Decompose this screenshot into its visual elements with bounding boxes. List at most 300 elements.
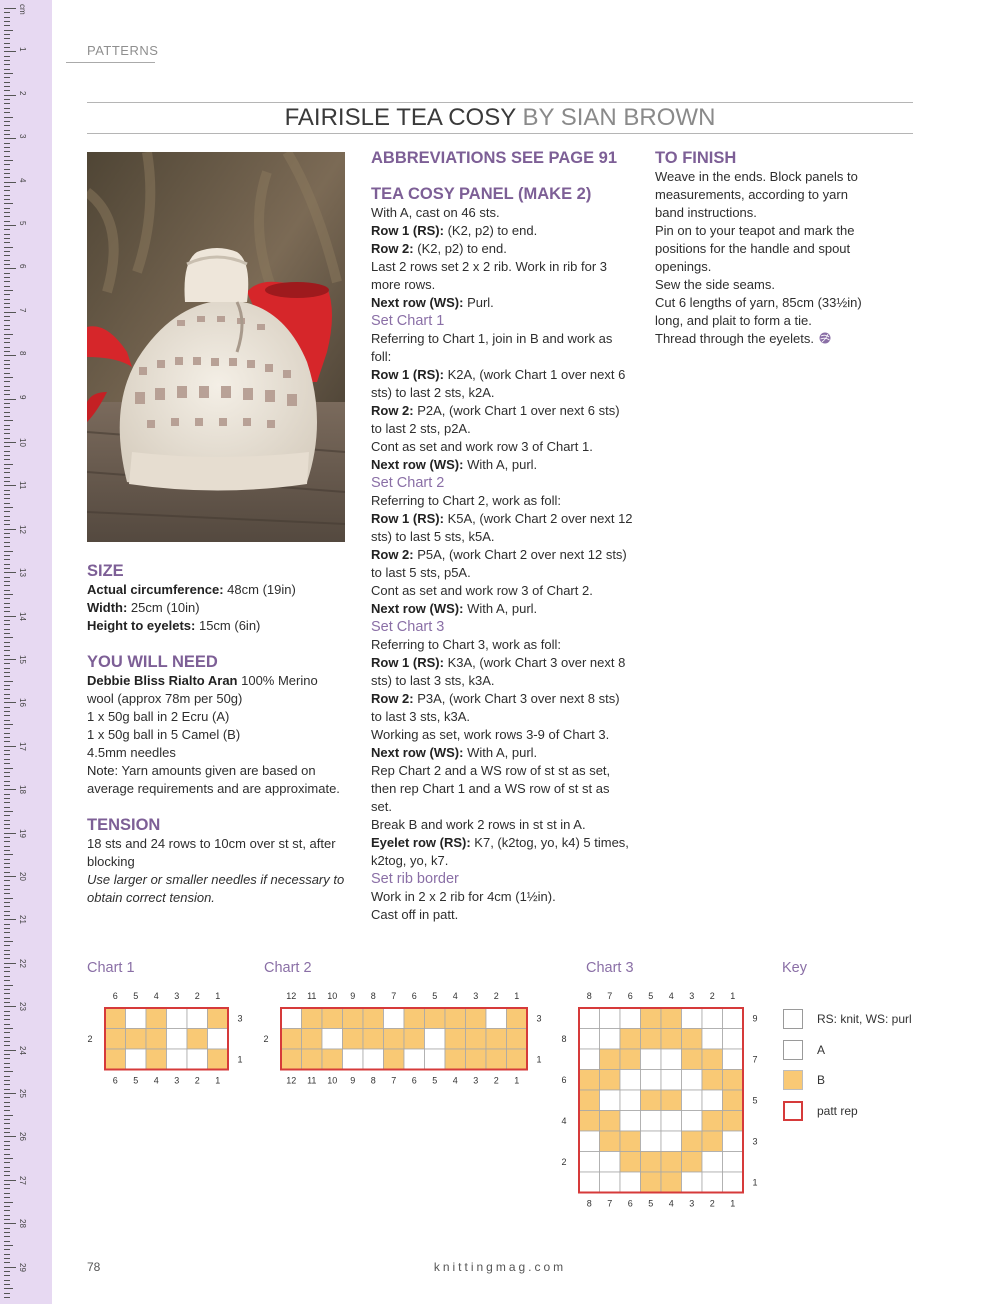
chart-cell-b [620, 1131, 641, 1152]
ruler-tick [4, 503, 10, 504]
ruler-tick [4, 794, 10, 795]
chart-cell-a [322, 1029, 343, 1050]
ruler-tick [4, 268, 16, 269]
instruction-text: Cast off in patt. [371, 907, 459, 922]
instruction-row [371, 402, 633, 438]
instruction-row [371, 510, 633, 546]
ruler-tick [4, 412, 10, 413]
key-swatch-white [783, 1040, 803, 1060]
row-label: Row 1 (RS): [371, 367, 444, 382]
pattern-repeat-border [105, 1008, 228, 1070]
chart-cell-b [281, 1049, 302, 1070]
title-author: BY SIAN BROWN [522, 104, 716, 131]
ruler-tick [4, 694, 10, 695]
column-label-top: 11 [307, 991, 317, 1001]
chart-cell-a [661, 1049, 682, 1070]
chart-cell-a [702, 1172, 723, 1193]
chart-cell-b [302, 1008, 323, 1029]
ruler-tick [4, 537, 10, 538]
chart-cell-a [579, 1029, 600, 1050]
ruler-label: 10 [18, 438, 27, 447]
ruler-tick [4, 1162, 10, 1163]
row-label-right: 1 [752, 1177, 758, 1188]
column-label-bottom: 4 [668, 1198, 674, 1209]
ruler-tick [4, 846, 10, 847]
ruler-tick [4, 1232, 10, 1233]
ruler-tick [4, 876, 16, 877]
size-list [87, 581, 347, 635]
ruler-tick [4, 25, 10, 26]
instruction-text: Referring to Chart 1, join in B and work as foll: [371, 331, 613, 364]
ruler-tick [4, 164, 10, 165]
ruler-tick [4, 433, 10, 434]
chart-cell-b [445, 1049, 466, 1070]
chart-cell-a [343, 1049, 364, 1070]
ruler-tick [4, 130, 10, 131]
ruler-tick [4, 689, 10, 690]
ruler-tick [4, 1002, 10, 1003]
chart-cell-a [579, 1172, 600, 1193]
chart-cell-b [507, 1008, 528, 1029]
row-label: Row 2: [371, 547, 414, 562]
ruler-tick [4, 307, 10, 308]
ruler-tick [4, 1171, 10, 1172]
ruler-tick [4, 394, 10, 395]
column-label-top: 10 [327, 991, 338, 1001]
ruler-tick [4, 833, 16, 834]
right-column [655, 148, 880, 348]
row-text: P5A, (work Chart 2 over next 12 sts) to last 5 sts, p5A. [371, 547, 627, 580]
chart-cell-b [404, 1008, 425, 1029]
chart-cell-a [641, 1049, 662, 1070]
ruler-tick [4, 438, 10, 439]
ruler-tick [4, 577, 10, 578]
ruler-tick [4, 724, 13, 725]
ruler-tick [4, 802, 10, 803]
column-label-top: 5 [648, 991, 654, 1001]
ruler-tick [4, 138, 16, 139]
chart-cell-a [486, 1008, 507, 1029]
ruler-tick [4, 30, 13, 31]
ruler-tick [4, 1297, 10, 1298]
ruler-tick [4, 1167, 10, 1168]
ruler-tick [4, 1184, 10, 1185]
ruler-label: 1 [18, 47, 27, 52]
ruler-tick [4, 529, 16, 530]
instruction-row [371, 456, 633, 474]
ruler-tick [4, 1275, 10, 1276]
ruler-tick [4, 334, 13, 335]
chart-cell-b [600, 1111, 621, 1132]
row-label-right: 1 [237, 1054, 243, 1065]
column-label-top: 4 [668, 991, 674, 1001]
material-line: 1 x 50g ball in 5 Camel (B) [87, 727, 241, 742]
ruler-tick [4, 294, 10, 295]
column-label-top: 12 [286, 991, 297, 1001]
chart-cell-b [507, 1029, 528, 1050]
ruler-tick [4, 915, 10, 916]
yarn-name: Debbie Bliss Rialto Aran [87, 673, 238, 688]
chart-cell-b [445, 1008, 466, 1029]
ruler-tick [4, 34, 10, 35]
ruler-label: 5 [18, 221, 27, 226]
column-label-top: 3 [473, 991, 479, 1001]
column-label-bottom: 7 [607, 1198, 613, 1209]
chart-cell-b [208, 1008, 229, 1029]
middle-column [371, 148, 633, 924]
ruler-tick [4, 1280, 10, 1281]
column-label-top: 2 [493, 991, 499, 1001]
ruler-tick [4, 789, 16, 790]
ruler-tick [4, 425, 10, 426]
chart-cell-a [600, 1029, 621, 1050]
ruler-tick [4, 859, 10, 860]
column-label-top: 9 [350, 991, 356, 1001]
ruler-tick [4, 442, 16, 443]
ruler-tick [4, 967, 10, 968]
ruler-tick [4, 607, 10, 608]
instruction-text: Referring to Chart 2, work as foll: [371, 493, 562, 508]
ruler-tick [4, 464, 13, 465]
ruler-tick [4, 551, 13, 552]
panel-heading: TEA COSY PANEL (MAKE 2) [371, 185, 592, 203]
ruler-tick [4, 867, 10, 868]
ruler-tick [4, 980, 10, 981]
yarn-desc: 100% Merino wool (approx 78m per 50g) [87, 673, 318, 706]
ruler-tick [4, 516, 10, 517]
chart-cell-a [363, 1049, 384, 1070]
row-label: Row 1 (RS): [371, 223, 444, 238]
chart-cell-a [682, 1111, 703, 1132]
column-label-top: 8 [370, 991, 376, 1001]
ruler-tick [4, 112, 10, 113]
column-label-bottom: 8 [586, 1198, 592, 1209]
ruler-tick [4, 429, 10, 430]
finish-instructions [655, 168, 880, 348]
chart-cell-b [281, 1029, 302, 1050]
ruler-tick [4, 494, 10, 495]
ruler-tick [4, 56, 10, 57]
pattern-title [87, 104, 913, 132]
row-label-left: 8 [561, 1033, 567, 1044]
ruler-label: cm [18, 4, 27, 15]
ruler-tick [4, 998, 10, 999]
ruler-tick [4, 564, 10, 565]
chart-cell-b [620, 1152, 641, 1173]
chart3-label: Chart 3 [586, 960, 634, 976]
chart-cell-a [208, 1029, 229, 1050]
ruler-label: 7 [18, 307, 27, 313]
ruler-tick [4, 38, 10, 39]
ruler-tick [4, 151, 10, 152]
ruler-tick [4, 208, 10, 209]
ruler-tick [4, 954, 10, 955]
ruler-label: 28 [18, 1219, 27, 1229]
ruler-tick [4, 485, 16, 486]
column-label-bottom: 3 [689, 1198, 695, 1209]
ruler-tick [4, 646, 10, 647]
ruler-tick [4, 854, 13, 855]
chart-cell-a [404, 1049, 425, 1070]
ruler-label: 29 [18, 1262, 27, 1272]
ruler-tick [4, 581, 10, 582]
row-label-right: 7 [752, 1054, 758, 1065]
ruler-tick [4, 229, 10, 230]
column-label-bottom: 6 [411, 1075, 417, 1086]
ruler-label: 22 [18, 958, 27, 968]
ruler-label: 21 [18, 915, 27, 925]
instruction-text: Break B and work 2 rows in st st in A. [371, 817, 586, 832]
chart-cell-b [661, 1029, 682, 1050]
ruler-tick [4, 121, 10, 122]
chart-cell-b [105, 1008, 126, 1029]
column-label-bottom: 2 [493, 1075, 499, 1086]
ruler-tick [4, 993, 10, 994]
ruler-tick [4, 872, 10, 873]
chart-cell-a [425, 1029, 446, 1050]
instruction-text: Cont as set and work row 3 of Chart 1. [371, 439, 593, 454]
column-label-top: 6 [627, 991, 633, 1001]
ruler-tick [4, 251, 10, 252]
chart-cell-b [384, 1049, 405, 1070]
ruler-tick [4, 1223, 16, 1224]
subsection-heading: Set rib border [371, 871, 459, 887]
ruler-tick [4, 919, 16, 920]
column-label-top: 4 [153, 991, 159, 1001]
ruler-tick [4, 381, 10, 382]
ruler-tick [4, 1080, 10, 1081]
ruler-tick [4, 971, 10, 972]
ruler-tick [4, 624, 10, 625]
size-row [87, 581, 347, 599]
row-label-right: 9 [752, 1013, 758, 1024]
ruler-tick [4, 368, 10, 369]
ruler-tick [4, 199, 10, 200]
row-label-left: 6 [561, 1074, 567, 1085]
yarn-line [87, 672, 347, 708]
row-label-left: 2 [87, 1033, 93, 1044]
finish-line [655, 168, 880, 222]
chart-cell-a [579, 1008, 600, 1029]
chart-cell-a [723, 1029, 744, 1050]
ruler-tick [4, 386, 10, 387]
ruler-tick [4, 1284, 10, 1285]
chart-cell-b [404, 1029, 425, 1050]
ruler-tick [4, 290, 13, 291]
ruler-tick [4, 125, 10, 126]
ruler-label: 11 [18, 481, 27, 490]
ruler-tick [4, 1106, 10, 1107]
column-label-bottom: 6 [627, 1198, 633, 1209]
ruler-tick [4, 1063, 10, 1064]
ruler-tick [4, 242, 10, 243]
ruler-label: 9 [18, 394, 27, 400]
ruler-tick [4, 1089, 10, 1090]
ruler-tick [4, 459, 10, 460]
column-label-bottom: 10 [327, 1075, 338, 1086]
ruler-tick [4, 320, 10, 321]
ruler-tick [4, 21, 10, 22]
ruler-tick [4, 103, 10, 104]
row-label-right: 3 [536, 1013, 542, 1024]
ruler-tick [4, 889, 10, 890]
ruler-tick [4, 511, 10, 512]
ruler-tick [4, 585, 10, 586]
size-row [87, 617, 347, 635]
chart-cell-b [343, 1029, 364, 1050]
ruler-tick [4, 451, 10, 452]
ruler-tick [4, 941, 13, 942]
ruler-tick [4, 898, 13, 899]
ruler-tick [4, 772, 10, 773]
ruler-label: 15 [18, 655, 27, 664]
ruler-tick [4, 1236, 10, 1237]
chart-cell-a [620, 1008, 641, 1029]
chart-cell-a [620, 1070, 641, 1091]
chart-cell-b [661, 1090, 682, 1111]
column-label-top: 5 [432, 991, 438, 1001]
chart-cell-b [641, 1029, 662, 1050]
row-text: With A, purl. [463, 745, 538, 760]
ruler-label: 2 [18, 90, 27, 96]
ruler-tick [4, 1245, 13, 1246]
ruler-tick [4, 1228, 10, 1229]
ruler-tick [4, 590, 10, 591]
yarn-ball-icon [814, 331, 831, 346]
ruler-tick [4, 73, 13, 74]
chart-cell-b [146, 1008, 167, 1029]
size-label: Width: [87, 600, 128, 615]
ruler-tick [4, 958, 10, 959]
ruler-tick [4, 863, 10, 864]
ruler-tick [4, 1097, 10, 1098]
ruler-tick [4, 403, 10, 404]
ruler-tick [4, 221, 10, 222]
ruler-tick [4, 698, 10, 699]
material-line: 1 x 50g ball in 2 Ecru (A) [87, 709, 230, 724]
chart-cell-b [661, 1172, 682, 1193]
ruler-tick [4, 985, 13, 986]
chart-cell-b [723, 1070, 744, 1091]
ruler-tick [4, 637, 13, 638]
chart-cell-a [641, 1111, 662, 1132]
ruler-tick [4, 828, 10, 829]
ruler-tick [4, 169, 10, 170]
column-label-bottom: 5 [133, 1075, 139, 1086]
ruler-tick [4, 1141, 10, 1142]
row-label-left: 2 [263, 1033, 269, 1044]
ruler-tick [4, 1158, 13, 1159]
ruler-tick [4, 750, 10, 751]
ruler-tick [4, 1249, 10, 1250]
chart-cell-b [363, 1029, 384, 1050]
column-label-top: 5 [133, 991, 139, 1001]
chart-cell-b [322, 1008, 343, 1029]
chart-cell-a [384, 1008, 405, 1029]
ruler-tick [4, 247, 13, 248]
tension-note: Use larger or smaller needles if necessary to obtain correct tension. [87, 872, 345, 905]
ruler-label: 20 [18, 872, 27, 881]
chart-cell-b [723, 1090, 744, 1111]
ruler-tick [4, 906, 10, 907]
chart-cell-a [641, 1070, 662, 1091]
chart-cell-a [682, 1172, 703, 1193]
ruler-tick [4, 51, 16, 52]
ruler-tick [4, 533, 10, 534]
row-label: Row 2: [371, 241, 414, 256]
ruler-tick [4, 360, 10, 361]
column-label-bottom: 6 [112, 1075, 118, 1086]
ruler-tick [4, 472, 10, 473]
chart2-label: Chart 2 [264, 960, 312, 976]
column-label-bottom: 11 [307, 1075, 317, 1086]
ruler-tick [4, 1119, 10, 1120]
ruler-tick [4, 1123, 10, 1124]
ruler-tick [4, 416, 10, 417]
chart-cell-b [682, 1029, 703, 1050]
ruler-tick [4, 715, 10, 716]
instruction-row [371, 654, 633, 690]
chart-cell-a [620, 1172, 641, 1193]
ruler-tick [4, 260, 10, 261]
chart-cell-a [600, 1172, 621, 1193]
row-label: Row 1 (RS): [371, 655, 444, 670]
ruler-tick [4, 108, 10, 109]
ruler-tick [4, 1084, 10, 1085]
chart-cell-b [146, 1029, 167, 1050]
chart-cell-a [723, 1152, 744, 1173]
finish-text: Thread through the eyelets. [655, 331, 814, 346]
finish-line [655, 294, 880, 330]
ruler-tick [4, 273, 10, 274]
row-text: K3A, (work Chart 3 over next 8 sts) to last 3 sts, k3A. [371, 655, 626, 688]
size-label: Height to eyelets: [87, 618, 196, 633]
size-value: 48cm (19in) [223, 582, 296, 597]
chart-cell-a [579, 1131, 600, 1152]
ruler-tick [4, 1293, 10, 1294]
chart-cell-a [641, 1131, 662, 1152]
ruler-label: 25 [18, 1089, 27, 1098]
ruler-tick [4, 1219, 10, 1220]
column-label-bottom: 1 [215, 1075, 221, 1086]
row-text: K5A, (work Chart 2 over next 12 sts) to last 5 sts, k5A. [371, 511, 633, 544]
chart-cell-a [682, 1008, 703, 1029]
chart-cell-a [723, 1172, 744, 1193]
finish-line [655, 276, 880, 294]
ruler-label: 27 [18, 1175, 27, 1185]
ruler-tick [4, 937, 10, 938]
column-label-bottom: 4 [153, 1075, 159, 1086]
ruler-tick [4, 1011, 10, 1012]
ruler-tick [4, 47, 10, 48]
note-text: : Yarn amounts given are based on average requirements and are approximate. [87, 763, 340, 796]
ruler-tick [4, 446, 10, 447]
chart-cell-a [579, 1049, 600, 1070]
ruler-tick [4, 598, 10, 599]
row-text: With A, purl. [463, 601, 538, 616]
ruler-tick [4, 1145, 10, 1146]
column-label-top: 3 [689, 991, 695, 1001]
ruler-tick [4, 963, 16, 964]
ruler-tick [4, 1050, 16, 1051]
ruler-tick [4, 212, 10, 213]
ruler-tick [4, 781, 10, 782]
ruler-label: 13 [18, 568, 27, 578]
ruler-tick [4, 746, 16, 747]
ruler-tick [4, 728, 10, 729]
ruler-tick [4, 238, 10, 239]
instruction-row [371, 366, 633, 402]
